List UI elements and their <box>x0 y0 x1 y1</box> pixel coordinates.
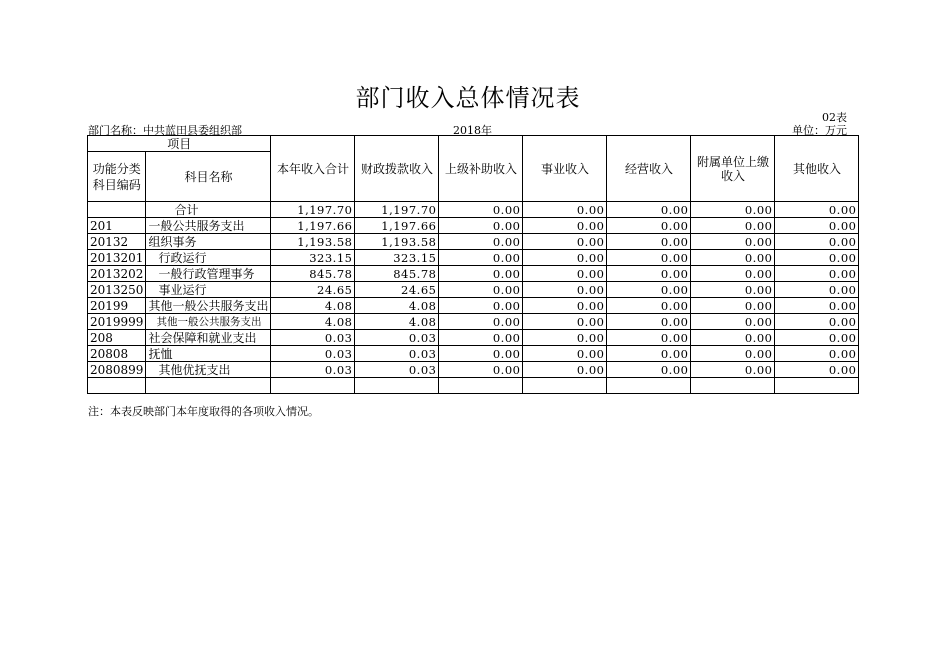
unit-label: 单位：万元 <box>792 124 847 137</box>
row-value: 1,197.70 <box>355 202 439 218</box>
row-code: 20132 <box>88 234 146 250</box>
row-value: 0.00 <box>523 298 607 314</box>
row-name: 行政运行 <box>146 250 271 266</box>
header-col-other: 其他收入 <box>775 136 859 202</box>
row-value: 0.00 <box>775 362 859 378</box>
row-code: 2019999 <box>88 314 146 330</box>
table-row <box>88 282 859 298</box>
row-value: 4.08 <box>271 298 355 314</box>
row-value: 0.03 <box>355 330 439 346</box>
row-code: 2013250 <box>88 282 146 298</box>
row-name: 社会保障和就业支出 <box>146 330 271 346</box>
row-value: 4.08 <box>355 314 439 330</box>
page-title: 部门收入总体情况表 <box>355 84 581 112</box>
row-value: 0.00 <box>439 218 523 234</box>
row-code: 2013201 <box>88 250 146 266</box>
row-value: 0.00 <box>439 266 523 282</box>
income-table <box>87 135 859 394</box>
row-value: 0.00 <box>691 346 775 362</box>
row-code: 2013202 <box>88 266 146 282</box>
row-value: 0.00 <box>607 330 691 346</box>
row-value: 0.00 <box>523 282 607 298</box>
row-value: 1,193.58 <box>355 234 439 250</box>
row-name: 合计 <box>146 202 271 218</box>
header-item: 项目 <box>88 136 271 152</box>
row-value: 0.00 <box>775 330 859 346</box>
blank-cell <box>775 378 859 394</box>
row-value: 0.00 <box>691 362 775 378</box>
row-value: 0.00 <box>775 250 859 266</box>
row-value: 0.00 <box>607 218 691 234</box>
table-row <box>88 202 859 218</box>
row-value: 0.00 <box>775 282 859 298</box>
row-value: 0.00 <box>691 234 775 250</box>
blank-cell <box>523 378 607 394</box>
row-value: 0.00 <box>439 314 523 330</box>
row-name: 其他优抚支出 <box>146 362 271 378</box>
row-name: 一般行政管理事务 <box>146 266 271 282</box>
row-value: 0.00 <box>439 282 523 298</box>
row-value: 0.00 <box>691 330 775 346</box>
row-value: 0.00 <box>523 250 607 266</box>
row-value: 0.03 <box>355 346 439 362</box>
row-value: 0.00 <box>691 218 775 234</box>
row-name: 一般公共服务支出 <box>146 218 271 234</box>
row-value: 0.00 <box>607 250 691 266</box>
row-value: 0.00 <box>607 234 691 250</box>
row-value: 1,197.66 <box>271 218 355 234</box>
row-value: 323.15 <box>271 250 355 266</box>
row-value: 0.00 <box>523 202 607 218</box>
row-value: 0.00 <box>439 346 523 362</box>
row-value: 323.15 <box>355 250 439 266</box>
row-value: 0.00 <box>775 346 859 362</box>
blank-cell <box>355 378 439 394</box>
table-row <box>88 266 859 282</box>
row-value: 0.00 <box>439 250 523 266</box>
blank-cell <box>146 378 271 394</box>
header-code: 功能分类科目编码 <box>88 152 146 202</box>
row-value: 0.00 <box>775 314 859 330</box>
row-value: 0.03 <box>271 362 355 378</box>
row-value: 0.00 <box>775 202 859 218</box>
row-value: 4.08 <box>271 314 355 330</box>
row-code: 208 <box>88 330 146 346</box>
table-row <box>88 346 859 362</box>
row-value: 4.08 <box>355 298 439 314</box>
row-value: 0.00 <box>691 250 775 266</box>
row-value: 0.00 <box>523 266 607 282</box>
row-value: 0.00 <box>439 298 523 314</box>
row-value: 0.00 <box>523 234 607 250</box>
row-value: 0.00 <box>691 314 775 330</box>
table-row <box>88 250 859 266</box>
blank-cell <box>439 378 523 394</box>
header-name: 科目名称 <box>146 152 271 202</box>
blank-cell <box>607 378 691 394</box>
row-value: 0.00 <box>607 298 691 314</box>
row-value: 0.00 <box>523 218 607 234</box>
row-value: 0.00 <box>439 202 523 218</box>
year-label: 2018年 <box>453 124 492 137</box>
header-col-affiliated: 附属单位上缴收入 <box>691 136 775 202</box>
header-col-business: 事业收入 <box>523 136 607 202</box>
row-value: 0.00 <box>691 266 775 282</box>
form-number: 02表 <box>822 111 847 124</box>
table-row <box>88 330 859 346</box>
row-value: 0.00 <box>523 330 607 346</box>
department-label: 部门名称：中共蓝田县委组织部 <box>88 124 242 137</box>
row-value: 0.00 <box>607 266 691 282</box>
row-name: 组织事务 <box>146 234 271 250</box>
blank-cell <box>88 378 146 394</box>
row-value: 24.65 <box>355 282 439 298</box>
row-value: 0.03 <box>271 330 355 346</box>
blank-row <box>88 378 859 394</box>
row-code <box>88 202 146 218</box>
table-row <box>88 298 859 314</box>
row-value: 1,197.70 <box>271 202 355 218</box>
header-col-fiscal: 财政拨款收入 <box>355 136 439 202</box>
row-code: 20808 <box>88 346 146 362</box>
row-value: 0.00 <box>439 362 523 378</box>
row-name: 其他一般公共服务支出 <box>146 314 271 330</box>
row-value: 0.00 <box>775 218 859 234</box>
row-value: 845.78 <box>271 266 355 282</box>
row-value: 0.00 <box>775 266 859 282</box>
header-col-superior: 上级补助收入 <box>439 136 523 202</box>
table-row <box>88 234 859 250</box>
table-row <box>88 362 859 378</box>
row-value: 0.00 <box>775 298 859 314</box>
table-row <box>88 218 859 234</box>
row-value: 0.00 <box>607 346 691 362</box>
row-value: 0.00 <box>439 330 523 346</box>
row-value: 0.00 <box>607 362 691 378</box>
row-value: 0.00 <box>439 234 523 250</box>
row-value: 0.00 <box>691 202 775 218</box>
row-name: 抚恤 <box>146 346 271 362</box>
header-col-total: 本年收入合计 <box>271 136 355 202</box>
row-code: 2080899 <box>88 362 146 378</box>
row-value: 1,193.58 <box>271 234 355 250</box>
header-col-operating: 经营收入 <box>607 136 691 202</box>
row-name: 其他一般公共服务支出 <box>146 298 271 314</box>
row-value: 0.00 <box>607 314 691 330</box>
row-value: 24.65 <box>271 282 355 298</box>
row-value: 1,197.66 <box>355 218 439 234</box>
row-value: 0.00 <box>607 282 691 298</box>
row-value: 845.78 <box>355 266 439 282</box>
row-value: 0.00 <box>691 298 775 314</box>
row-name: 事业运行 <box>146 282 271 298</box>
row-value: 0.00 <box>523 346 607 362</box>
blank-cell <box>271 378 355 394</box>
row-value: 0.00 <box>523 314 607 330</box>
row-code: 201 <box>88 218 146 234</box>
row-code: 20199 <box>88 298 146 314</box>
row-value: 0.00 <box>607 202 691 218</box>
row-value: 0.00 <box>691 282 775 298</box>
row-value: 0.03 <box>355 362 439 378</box>
table-note: 注：本表反映部门本年度取得的各项收入情况。 <box>88 405 319 418</box>
row-value: 0.00 <box>775 234 859 250</box>
row-value: 0.00 <box>523 362 607 378</box>
table-row <box>88 314 859 330</box>
row-value: 0.03 <box>271 346 355 362</box>
blank-cell <box>691 378 775 394</box>
